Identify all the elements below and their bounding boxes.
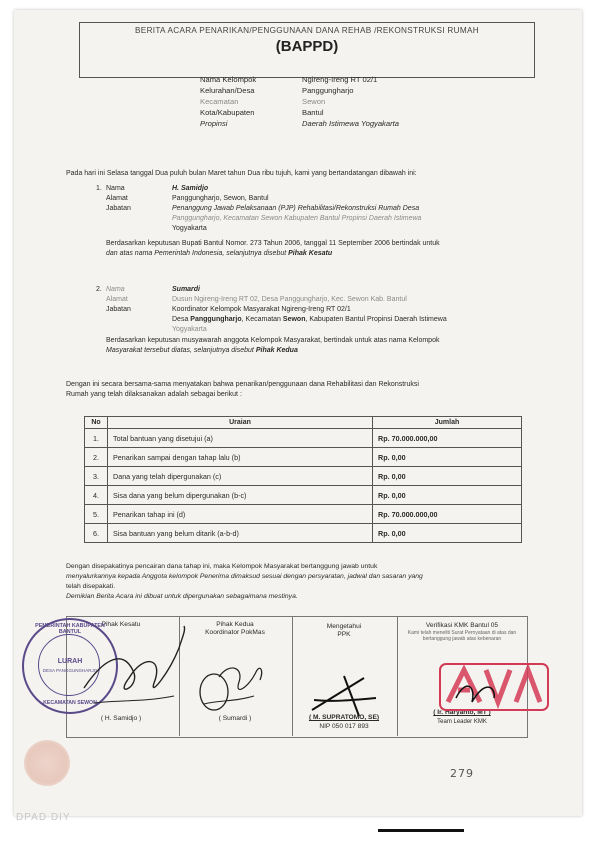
row-amount: Rp. 70.000.000,00 <box>373 429 522 448</box>
table-header-row <box>85 417 522 429</box>
signature-title: Mengetahui <box>326 623 362 630</box>
page-number: 279 <box>450 767 474 780</box>
signature-role: Team Leader KMK <box>437 719 487 725</box>
field-label: Alamat <box>106 195 128 202</box>
row-amount: Rp. 0,00 <box>373 524 522 543</box>
party-position: Panggungharjo, Kecamatan Sewon Kabupaten Bantul Propinsi Daerah Istimewa <box>172 215 422 222</box>
info-value: Ngireng-Ireng RT 02/1 <box>302 75 378 84</box>
signature-block-4 <box>398 622 526 642</box>
stamp-text: KECAMATAN SEWON <box>43 700 97 706</box>
row-number: 6. <box>85 524 108 543</box>
info-label: Propinsi <box>200 119 228 128</box>
signature-subtitle: Koordinator PokMas <box>205 629 265 636</box>
info-label: Nama Kelompok <box>200 75 257 84</box>
position-district: Sewon <box>282 316 306 323</box>
party-number: 2. <box>96 286 102 293</box>
statement-line: Dengan ini secara bersama-sama menyatakan bahwa penarikan/penggunaan dana Rehabilitasi dan Rekonstruksi <box>66 381 419 388</box>
group-info <box>200 74 530 138</box>
closing-line: Demikian Berita Acara ini dibuat untuk dipergunakan sebagaimana mestinya. <box>66 593 298 600</box>
row-number: 4. <box>85 486 108 505</box>
table-row <box>85 524 522 543</box>
signature-name: ( M. SUPRATOMO, SE) <box>308 714 380 721</box>
row-description: Penarikan tahap ini (d) <box>108 505 373 524</box>
row-description: Penarikan sampai dengan tahap lalu (b) <box>108 448 373 467</box>
document-title: BERITA ACARA PENARIKAN/PENGGUNAAN DANA REHAB /REKONSTRUKSI RUMAH <box>135 26 479 35</box>
intro-text: Pada hari ini Selasa tanggal Dua puluh bulan Maret tahun Dua ribu tujuh, kami yang bertandatangan dibawah ini: <box>66 170 417 177</box>
column-header: Jumlah <box>373 417 522 429</box>
signature-sumardi <box>194 652 274 716</box>
party-basis: Berdasarkan keputusan Bupati Bantul Nomor. 273 Tahun 2006, tanggal 11 September 2006 bertindak untuk <box>106 240 440 247</box>
signature-nip: NIP 050 017 893 <box>319 723 369 730</box>
party-basis: Berdasarkan keputusan musyawarah anggota Kelompok Masyarakat, bertindak untuk atas nama Kelompok <box>106 337 440 344</box>
row-description: Sisa dana yang belum dipergunakan (b-c) <box>108 486 373 505</box>
closing-text <box>66 562 556 602</box>
signature-block-2 <box>180 621 290 637</box>
party-address: Dusun Ngireng-Ireng RT 02, Desa Panggungharjo, Kec. Sewon Kab. Bantul <box>172 296 407 303</box>
closing-line: telah disepakati. <box>66 583 116 590</box>
signature-subtitle: PPK <box>337 631 351 638</box>
party-position: Penanggung Jawab Pelaksanaan (PJP) Rehabilitasi/Rekonstruksi Rumah Desa <box>172 205 420 212</box>
column-header: No <box>85 417 108 429</box>
row-number: 3. <box>85 467 108 486</box>
signature-ppk <box>304 670 384 720</box>
verification-stamp <box>436 658 554 716</box>
position-village: Panggungharjo <box>190 316 242 323</box>
party-position: Yogyakarta <box>172 326 207 333</box>
document-code: (BAPPD) <box>275 38 339 55</box>
party-name: H. Samidjo <box>172 185 209 192</box>
position-text: , Kabupaten Bantul Propinsi Daerah Istimewa <box>305 316 447 323</box>
party-designation: Pihak Kesatu <box>288 250 333 257</box>
statement <box>66 380 556 400</box>
row-amount: Rp. 0,00 <box>373 467 522 486</box>
field-label: Alamat <box>106 296 128 303</box>
party-one <box>96 184 556 284</box>
basis-text: Masyarakat tersebut diatas, selanjutnya disebut <box>106 347 254 354</box>
party-name: Sumardi <box>172 286 201 293</box>
document-page <box>14 10 582 816</box>
verification-note: Kami telah meneliti Surat Pernyataan di atas dan bertanggung jawab atas kebenaran <box>407 630 517 642</box>
signature-name: ( H. Samidjo ) <box>100 715 142 722</box>
position-text: Desa <box>172 316 189 323</box>
row-amount: Rp. 0,00 <box>373 486 522 505</box>
column-header: Uraian <box>108 417 373 429</box>
field-label: Nama <box>106 286 125 293</box>
party-basis <box>106 346 298 356</box>
stamp-text: DESA PANGGUNGHARJO <box>42 668 98 673</box>
party-position: Yogyakarta <box>172 225 207 232</box>
field-label: Jabatan <box>106 306 131 313</box>
row-number: 5. <box>85 505 108 524</box>
info-label: Kota/Kabupaten <box>200 108 255 117</box>
row-description: Sisa bantuan yang belum ditarik (a-b-d) <box>108 524 373 543</box>
table-row <box>85 467 522 486</box>
signature-block-3 <box>293 623 395 639</box>
table-row <box>85 486 522 505</box>
signature-title: Pihak Kesatu <box>101 621 141 628</box>
info-value: Panggungharjo <box>302 86 354 95</box>
party-number: 1. <box>96 185 102 192</box>
table-row <box>85 505 522 524</box>
party-position: Koordinator Kelompok Masyarakat Ngireng-Ireng RT 02/1 <box>172 306 351 313</box>
funding-table <box>84 416 522 543</box>
closing-line: menyalurkannya kepada Anggota kelompok Penerima dimaksud sesuai dengan persyaratan, jadwal dan sasaran yang <box>66 573 423 580</box>
signature-title: Verifikasi KMK Bantul 05 <box>425 622 499 629</box>
watermark-text: DPAD DIY <box>16 812 71 823</box>
stamp-text: LURAH <box>57 658 83 665</box>
signature-name: ( Sumardi ) <box>218 715 252 722</box>
party-designation: Pihak Kedua <box>255 347 298 354</box>
position-text: , Kecamatan <box>241 316 281 323</box>
info-value: Daerah Istimewa Yogyakarta <box>302 119 399 128</box>
signature-title: Pihak Kedua <box>216 621 254 628</box>
row-number: 1. <box>85 429 108 448</box>
info-label: Kecamatan <box>200 97 239 106</box>
archive-emblem-icon <box>24 740 70 786</box>
party-address: Panggungharjo, Sewon, Bantul <box>172 195 269 202</box>
closing-line: Dengan disepakatinya pencairan dana tahap ini, maka Kelompok Masyarakat bertanggung jawab untuk <box>66 563 378 570</box>
signature-name: ( Ir. Haryanto, MT ) <box>433 709 491 716</box>
table-row <box>85 429 522 448</box>
statement-line: Rumah yang telah dilaksanakan adalah sebagai berikut : <box>66 391 242 398</box>
info-value: Bantul <box>302 108 324 117</box>
row-description: Dana yang telah dipergunakan (c) <box>108 467 373 486</box>
info-value: Sewon <box>302 97 326 106</box>
basis-text: dan atas nama Pemerintah Indonesia, selanjutnya disebut <box>106 250 287 257</box>
table-row <box>85 448 522 467</box>
info-label: Kelurahan/Desa <box>200 86 255 95</box>
row-amount: Rp. 70.000.000,00 <box>373 505 522 524</box>
row-amount: Rp. 0,00 <box>373 448 522 467</box>
row-description: Total bantuan yang disetujui (a) <box>108 429 373 448</box>
party-basis <box>106 249 332 259</box>
stamp-text: PEMERINTAH KABUPATEN BANTUL <box>35 623 105 635</box>
scrollbar-indicator <box>378 829 464 832</box>
party-position <box>172 315 447 325</box>
signature-samidjo <box>74 618 194 718</box>
field-label: Nama <box>106 185 125 192</box>
row-number: 2. <box>85 448 108 467</box>
party-two <box>96 285 556 385</box>
field-label: Jabatan <box>106 205 131 212</box>
